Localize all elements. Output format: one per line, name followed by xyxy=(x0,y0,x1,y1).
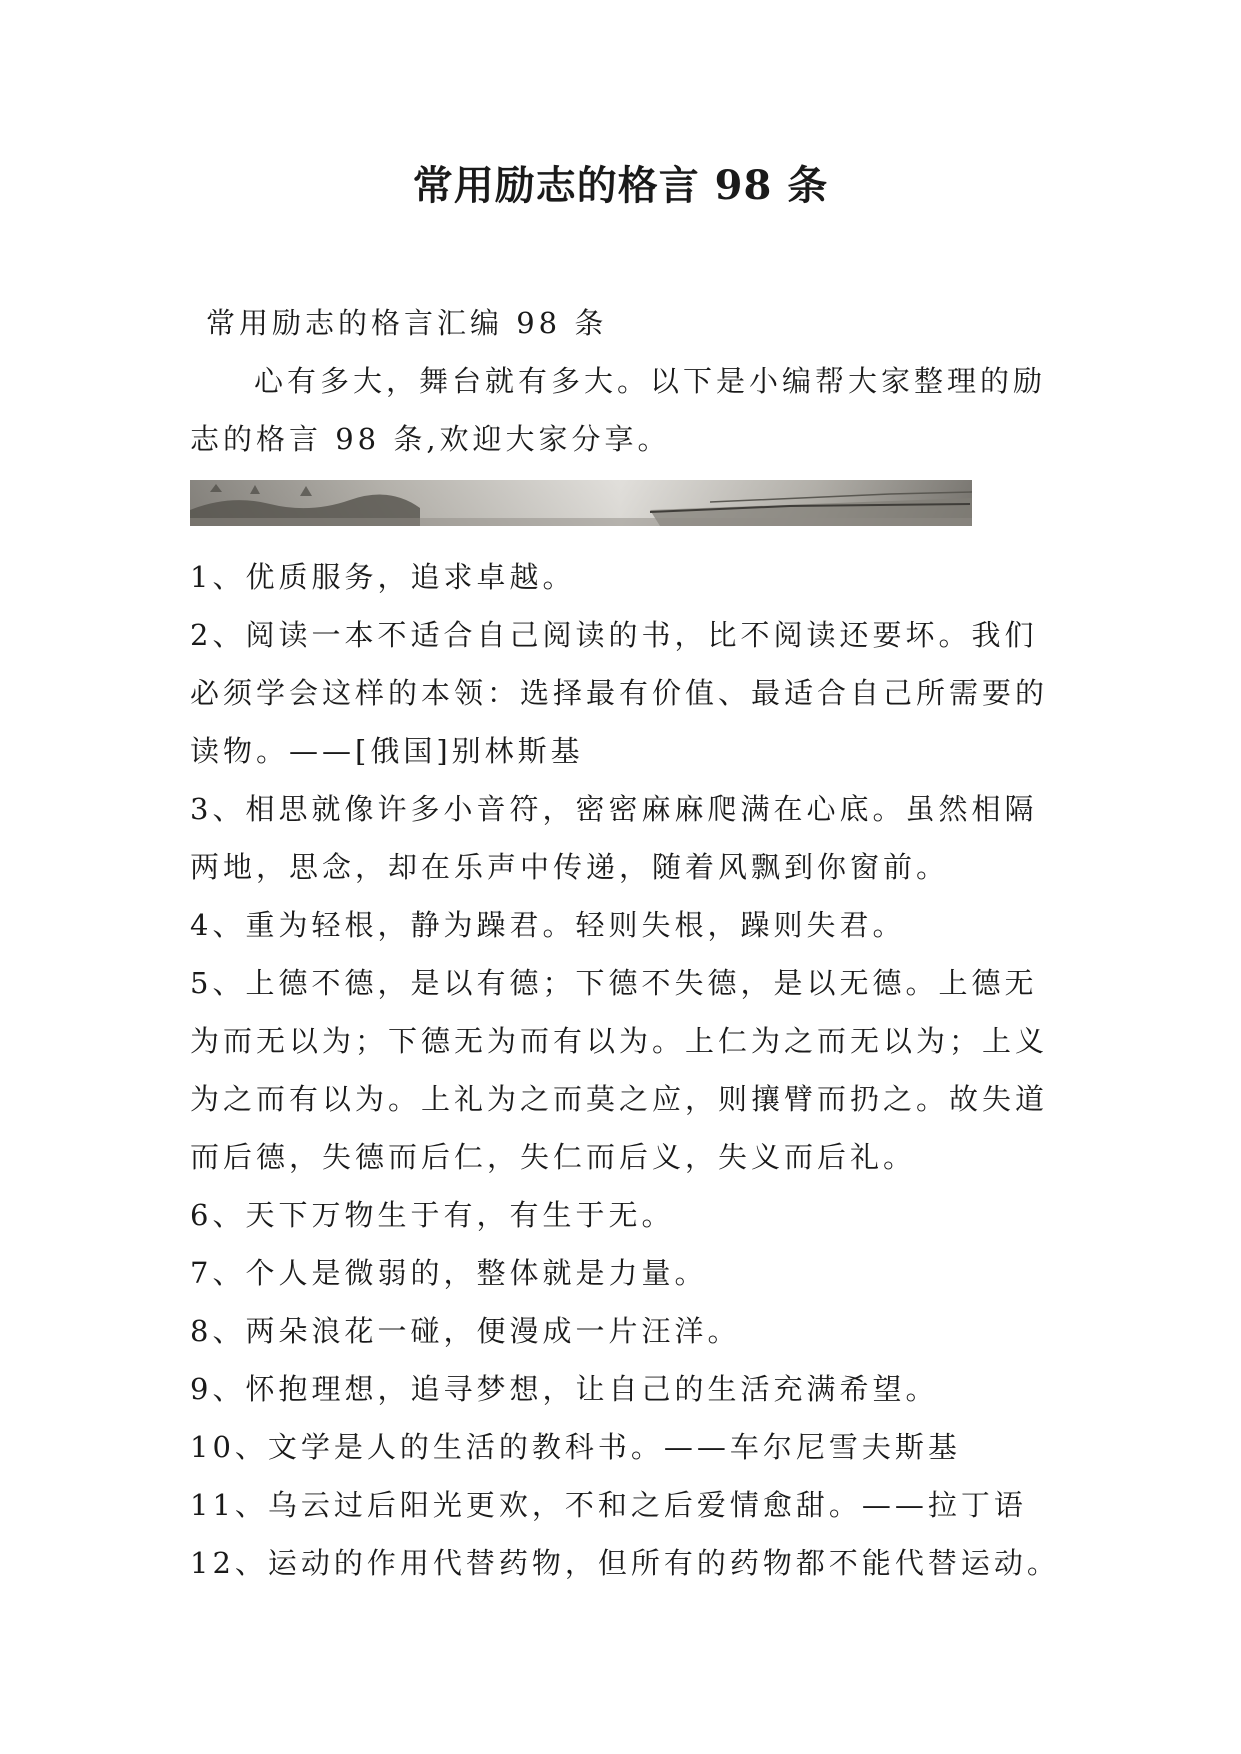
quote-item: 1、优质服务，追求卓越。 xyxy=(190,560,576,594)
quote-item: 3、相思就像许多小音符，密密麻麻爬满在心底。虽然相隔两地，思念，却在乐声中传递，随着风飘到你窗前。 xyxy=(190,792,1038,884)
quote-item: 6、天下万物生于有，有生于无。 xyxy=(190,1198,675,1232)
landscape-banner-image xyxy=(190,480,972,526)
quote-item: 5、上德不德，是以有德；下德不失德，是以无德。上德无为而无以为；下德无为而有以为。上仁为之而无以为；上义为之而有以为。上礼为之而莫之应，则攘臂而扔之。故失道而后德，失德而后仁，失仁而后义，失义而后礼。 xyxy=(190,966,1049,1174)
quote-item: 9、怀抱理想，追寻梦想，让自己的生活充满希望。 xyxy=(190,1372,939,1406)
document-body xyxy=(190,294,1070,1592)
quote-item: 7、个人是微弱的，整体就是力量。 xyxy=(190,1256,708,1290)
quote-item: 11、乌云过后阳光更欢，不和之后爱情愈甜。——拉丁语 xyxy=(190,1488,1027,1522)
quotes-list xyxy=(190,548,1070,1592)
quote-item: 12、运动的作用代替药物，但所有的药物都不能代替运动。 xyxy=(190,1546,1060,1580)
quote-item: 8、两朵浪花一碰，便漫成一片汪洋。 xyxy=(190,1314,741,1348)
quote-item: 10、文学是人的生活的教科书。——车尔尼雪夫斯基 xyxy=(190,1430,961,1464)
intro-paragraph: 心有多大，舞台就有多大。以下是小编帮大家整理的励志的格言 98 条,欢迎大家分享。 xyxy=(190,364,1047,456)
quote-item: 2、阅读一本不适合自己阅读的书，比不阅读还要坏。我们必须学会这样的本领：选择最有价值、最适合自己所需要的读物。——[俄国]别林斯基 xyxy=(190,618,1049,768)
document-subtitle: 常用励志的格言汇编 98 条 xyxy=(206,306,608,340)
document-title: 常用励志的格言 98 条 xyxy=(412,162,829,209)
quote-item: 4、重为轻根，静为躁君。轻则失根，躁则失君。 xyxy=(190,908,906,942)
